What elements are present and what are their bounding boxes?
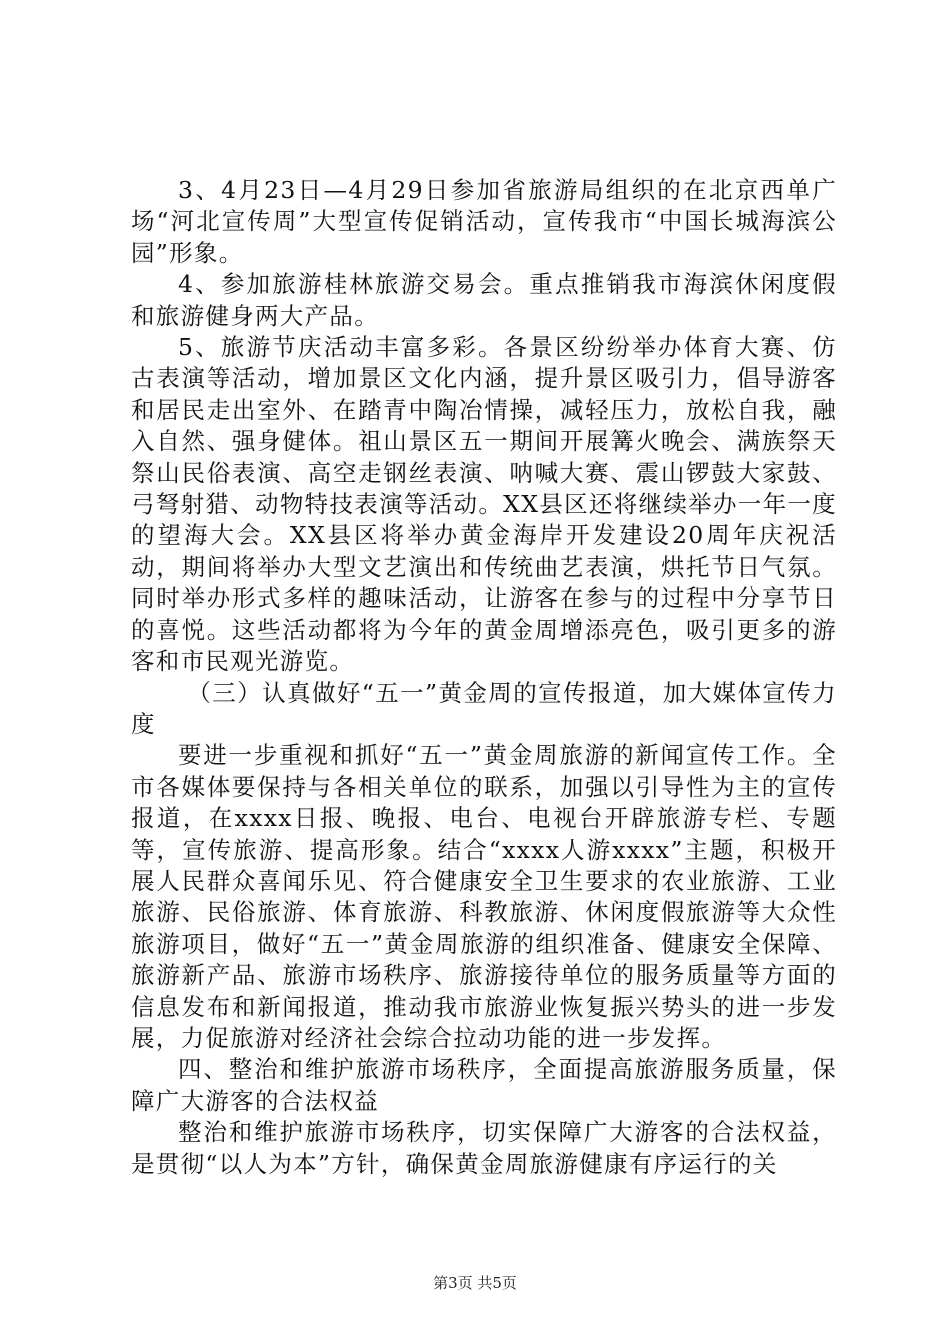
paragraph-item-3: 3、4月23日—4月29日参加省旅游局组织的在北京西单广场“河北宣传周”大型宣传促销活动，宣传我市“中国长城海滨公园”形象。 xyxy=(131,176,837,267)
section-heading-four: 四、整治和维护旅游市场秩序，全面提高旅游服务质量，保障广大游客的合法权益 xyxy=(131,1055,837,1115)
section-heading-three: （三）认真做好“五一”黄金周的宣传报道，加大媒体宣传力度 xyxy=(131,678,837,738)
paragraph-item-4: 4、参加旅游桂林旅游交易会。重点推销我市海滨休闲度假和旅游健身两大产品。 xyxy=(131,270,837,330)
paragraph-market-order: 整治和维护旅游市场秩序，切实保障广大游客的合法权益，是贯彻“以人为本”方针，确保黄金周旅游健康有序运行的关 xyxy=(131,1118,837,1178)
paragraph-media-publicity: 要进一步重视和抓好“五一”黄金周旅游的新闻宣传工作。全市各媒体要保持与各相关单位的联系，加强以引导性为主的宣传报道，在xxxx日报、晚报、电台、电视台开辟旅游专栏、专题等，宣传旅游、提高形象。结合“xxxx人游xxxx”主题，积极开展人民群众喜闻乐见、符合健康安全卫生要求的农业旅游、工业旅游、民俗旅游、体育旅游、科教旅游、休闲度假旅游等大众性旅游项目，做好“五一”黄金周旅游的组织准备、健康安全保障、旅游新产品、旅游市场秩序、旅游接待单位的服务质量等方面的信息发布和新闻报道，推动我市旅游业恢复振兴势头的进一步发展，力促旅游对经济社会综合拉动功能的进一步发挥。 xyxy=(131,741,837,1052)
paragraph-item-5: 5、旅游节庆活动丰富多彩。各景区纷纷举办体育大赛、仿古表演等活动，增加景区文化内涵，提升景区吸引力，倡导游客和居民走出室外、在踏青中陶冶情操，减轻压力，放松自我，融入自然、强身健体。祖山景区五一期间开展篝火晚会、满族祭天祭山民俗表演、高空走钢丝表演、呐喊大赛、震山锣鼓大家鼓、弓弩射猎、动物特技表演等活动。XX县区还将继续举办一年一度的望海大会。XX县区将举办黄金海岸开发建设20周年庆祝活动，期间将举办大型文艺演出和传统曲艺表演，烘托节日气氛。同时举办形式多样的趣味活动，让游客在参与的过程中分享节日的喜悦。这些活动都将为今年的黄金周增添亮色，吸引更多的游客和市民观光游览。 xyxy=(131,333,837,676)
document-body xyxy=(131,175,837,1180)
page-number-footer: 第3页 共5页 xyxy=(433,1274,517,1292)
